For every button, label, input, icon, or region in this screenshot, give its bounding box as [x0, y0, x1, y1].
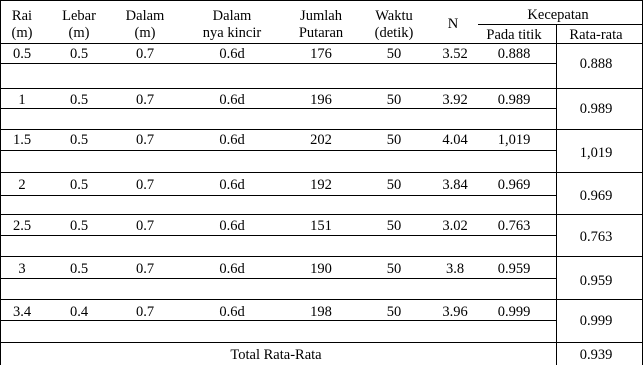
cell-waktu: 50	[386, 261, 402, 277]
cell-putaran: 190	[310, 261, 332, 277]
rule	[0, 172, 643, 173]
header-waktu-unit: (detik)	[374, 25, 414, 41]
rule	[0, 88, 643, 89]
cell-dalam: 0.7	[135, 304, 155, 320]
cell-lebar: 0.5	[69, 218, 89, 234]
cell-lebar: 0.4	[69, 304, 89, 320]
cell-rata-rata: 0.969	[579, 188, 613, 204]
cell-putaran: 196	[310, 92, 332, 108]
cell-n: 4.04	[442, 132, 468, 148]
cell-pada-titik: 0.888	[497, 46, 531, 62]
cell-kincir: 0.6d	[219, 46, 245, 62]
cell-waktu: 50	[386, 304, 402, 320]
rule	[0, 0, 643, 1]
cell-rai: 2.5	[12, 218, 32, 234]
cell-n: 3.8	[445, 261, 465, 277]
cell-waktu: 50	[386, 46, 402, 62]
total-label: Total Rata-Rata	[230, 347, 322, 363]
cell-kincir: 0.6d	[219, 218, 245, 234]
cell-rata-rata: 1,019	[579, 145, 613, 161]
rule	[0, 214, 643, 215]
cell-dalam: 0.7	[135, 92, 155, 108]
rule	[0, 43, 643, 44]
cell-dalam: 0.7	[135, 177, 155, 193]
cell-rai: 2	[18, 177, 26, 193]
header-kecepatan: Kecepatan	[527, 7, 589, 23]
cell-rata-rata: 0.763	[579, 229, 613, 245]
header-putaran: Putaran	[298, 25, 344, 41]
rule	[0, 108, 556, 109]
cell-kincir: 0.6d	[219, 177, 245, 193]
rule	[0, 235, 556, 236]
cell-n: 3.52	[442, 46, 468, 62]
cell-dalam: 0.7	[135, 218, 155, 234]
header-waktu: Waktu	[375, 8, 413, 24]
cell-dalam: 0.7	[135, 46, 155, 62]
cell-pada-titik: 0.999	[497, 304, 531, 320]
cell-n: 3.96	[442, 304, 468, 320]
cell-putaran: 202	[310, 132, 332, 148]
cell-waktu: 50	[386, 177, 402, 193]
cell-pada-titik: 0.989	[497, 92, 531, 108]
cell-rata-rata: 0.999	[579, 313, 613, 329]
header-rai: Rai	[11, 8, 33, 24]
rule	[556, 24, 557, 365]
cell-pada-titik: 0.969	[497, 177, 531, 193]
cell-lebar: 0.5	[69, 46, 89, 62]
cell-pada-titik: 1,019	[497, 132, 531, 148]
rule	[0, 342, 643, 343]
cell-rata-rata: 0.888	[579, 56, 613, 72]
header-dalam: Dalam	[125, 8, 165, 24]
cell-rai: 3.4	[12, 304, 32, 320]
header-rata-rata: Rata-rata	[569, 27, 623, 43]
rule	[0, 256, 643, 257]
cell-kincir: 0.6d	[219, 92, 245, 108]
cell-lebar: 0.5	[69, 92, 89, 108]
cell-putaran: 198	[310, 304, 332, 320]
cell-lebar: 0.5	[69, 261, 89, 277]
rule	[0, 0, 1, 365]
header-jumlah: Jumlah	[300, 8, 342, 24]
cell-putaran: 151	[310, 218, 332, 234]
rule	[478, 24, 643, 25]
cell-rai: 3	[18, 261, 26, 277]
header-lebar: Lebar	[62, 8, 96, 24]
cell-rata-rata: 0.959	[579, 273, 613, 289]
header-dalam-unit: (m)	[134, 25, 156, 41]
cell-waktu: 50	[386, 132, 402, 148]
cell-kincir: 0.6d	[219, 261, 245, 277]
cell-n: 3.84	[442, 177, 468, 193]
cell-waktu: 50	[386, 92, 402, 108]
cell-lebar: 0.5	[69, 177, 89, 193]
rule	[0, 195, 556, 196]
cell-waktu: 50	[386, 218, 402, 234]
cell-n: 3.92	[442, 92, 468, 108]
rule	[0, 299, 643, 300]
cell-rata-rata: 0.989	[579, 101, 613, 117]
header-dalam-kincir: Dalam	[212, 8, 252, 24]
cell-dalam: 0.7	[135, 261, 155, 277]
rule	[0, 278, 556, 279]
cell-kincir: 0.6d	[219, 132, 245, 148]
cell-n: 3.02	[442, 218, 468, 234]
rule	[0, 129, 643, 130]
total-value: 0.939	[579, 347, 613, 363]
cell-rai: 1	[18, 92, 26, 108]
cell-dalam: 0.7	[135, 132, 155, 148]
cell-rai: 1.5	[12, 132, 32, 148]
header-rai-unit: (m)	[11, 25, 33, 41]
header-n: N	[447, 16, 459, 32]
cell-pada-titik: 0.959	[497, 261, 531, 277]
cell-rai: 0.5	[12, 46, 32, 62]
header-pada-titik: Pada titik	[486, 27, 542, 43]
rule	[0, 150, 556, 151]
cell-pada-titik: 0.763	[497, 218, 531, 234]
rule	[0, 63, 556, 64]
header-lebar-unit: (m)	[68, 25, 90, 41]
cell-putaran: 192	[310, 177, 332, 193]
cell-putaran: 176	[310, 46, 332, 62]
cell-lebar: 0.5	[69, 132, 89, 148]
header-dalam-kincir-sub: nya kincir	[202, 25, 262, 41]
rule	[0, 320, 556, 321]
cell-kincir: 0.6d	[219, 304, 245, 320]
